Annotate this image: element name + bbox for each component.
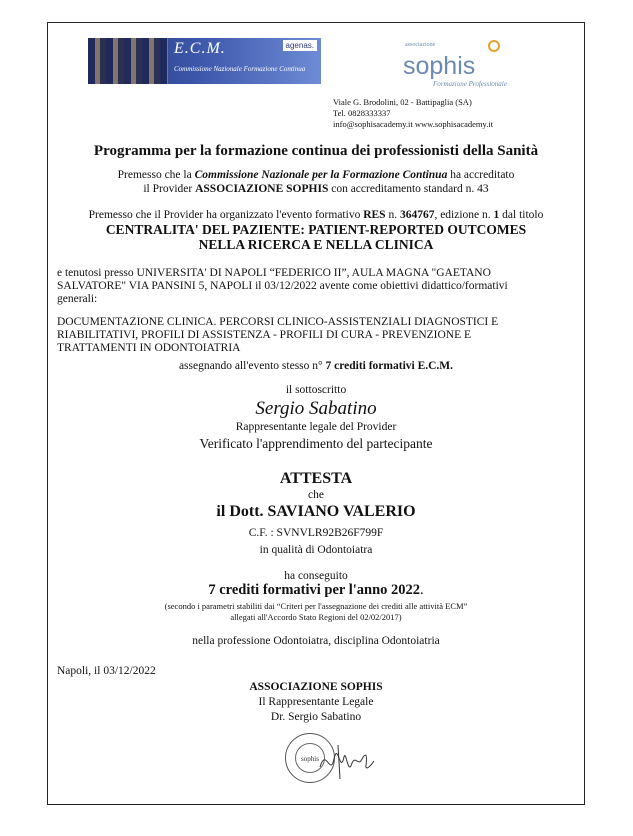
event-title: CENTRALITA' DEL PAZIENTE: PATIENT-REPORTED OUTCOMES NELLA RICERCA E NELLA CLINICA	[105, 222, 527, 252]
assigned-credits: assegnando all'evento stesso n° 7 crediti formativi E.C.M.	[178, 360, 454, 372]
venue-text: e tenutosi presso UNIVERSITA' DI NAPOLI “FEDERICO II”, AULA MAGNA "GAETANO SALVATORE" VIA PANSINI 5, NAPOLI il 03/12/2022 avente come obiettivi didattico/formativi generali:	[57, 267, 508, 305]
ring-icon	[488, 40, 500, 52]
attesta-heading: ATTESTA	[279, 470, 353, 487]
ecm-logo-subtitle: Commissione Nazionale Formazione Continua	[174, 65, 306, 73]
footer-signature-block: ASSOCIAZIONE SOPHIS Il Rappresentante Legale Dr. Sergio Sabatino	[249, 681, 383, 723]
criteria-note: (secondo i parametri stabiliti dai “Criteri per l'assegnazione dei crediti alle attività ECM” allegati all'Accordo Stato Regioni del 02/02/2017)	[164, 601, 468, 622]
ecm-logo-photo	[88, 38, 168, 84]
participant-name: il Dott. SAVIANO VALERIO	[216, 503, 416, 520]
undersigned: il sottoscritto	[285, 384, 347, 396]
fiscal-code: C.F. : SVNVLR92B26F799F	[248, 527, 384, 539]
program-title: Programma per la formazione continua dei professionisti della Sanità	[93, 143, 539, 159]
che: che	[308, 489, 324, 501]
agenas-logo: agenas.	[283, 40, 317, 51]
premise-commission: Premesso che la Commissione Nazionale per la Formazione Continua ha accreditato il Provider ASSOCIAZIONE SOPHIS con accreditamento standard n. 43	[117, 169, 515, 195]
ecm-logo-title: E.C.M.	[174, 40, 226, 57]
obtained: ha conseguito	[284, 570, 348, 582]
provider-stamp: sophis	[285, 733, 335, 783]
ecm-logo	[88, 38, 321, 84]
signatory-name: Sergio Sabatino	[255, 398, 377, 419]
place-date: Napoli, il 03/12/2022	[57, 665, 156, 677]
credits-obtained: 7 crediti formativi per l'anno 2022.	[208, 582, 424, 598]
objectives-text: DOCUMENTAZIONE CLINICA. PERCORSI CLINICO-ASSISTENZIALI DIAGNOSTICI E RIABILITATIVI, PROFILI DI ASSISTENZA - PROFILI DI CURA - PREVENZIONE E TRATTAMENTI IN ODONTOIATRIA	[57, 316, 499, 354]
sophis-logo-assoc: associazione	[405, 42, 436, 48]
handwritten-signature	[318, 737, 378, 782]
provider-address: Viale G. Brodolini, 02 - Battipaglia (SA) Tel. 0828333337 info@sophisacademy.it www.sophisacademy.it	[333, 97, 494, 129]
participant-role: in qualità di Odontoiatra	[259, 544, 373, 556]
sophis-logo-tagline: Formazione Professionale	[433, 80, 507, 88]
verified: Verificato l'apprendimento del partecipante	[199, 436, 433, 451]
sophis-logo-name: sophis	[403, 52, 476, 80]
premise-event: Premesso che il Provider ha organizzato l'evento formativo RES n. 364767, edizione n. 1 dal titolo	[88, 209, 544, 221]
profession: nella professione Odontoiatra, disciplina Odontoiatria	[192, 635, 440, 647]
legal-rep: Rappresentante legale del Provider	[235, 421, 397, 433]
